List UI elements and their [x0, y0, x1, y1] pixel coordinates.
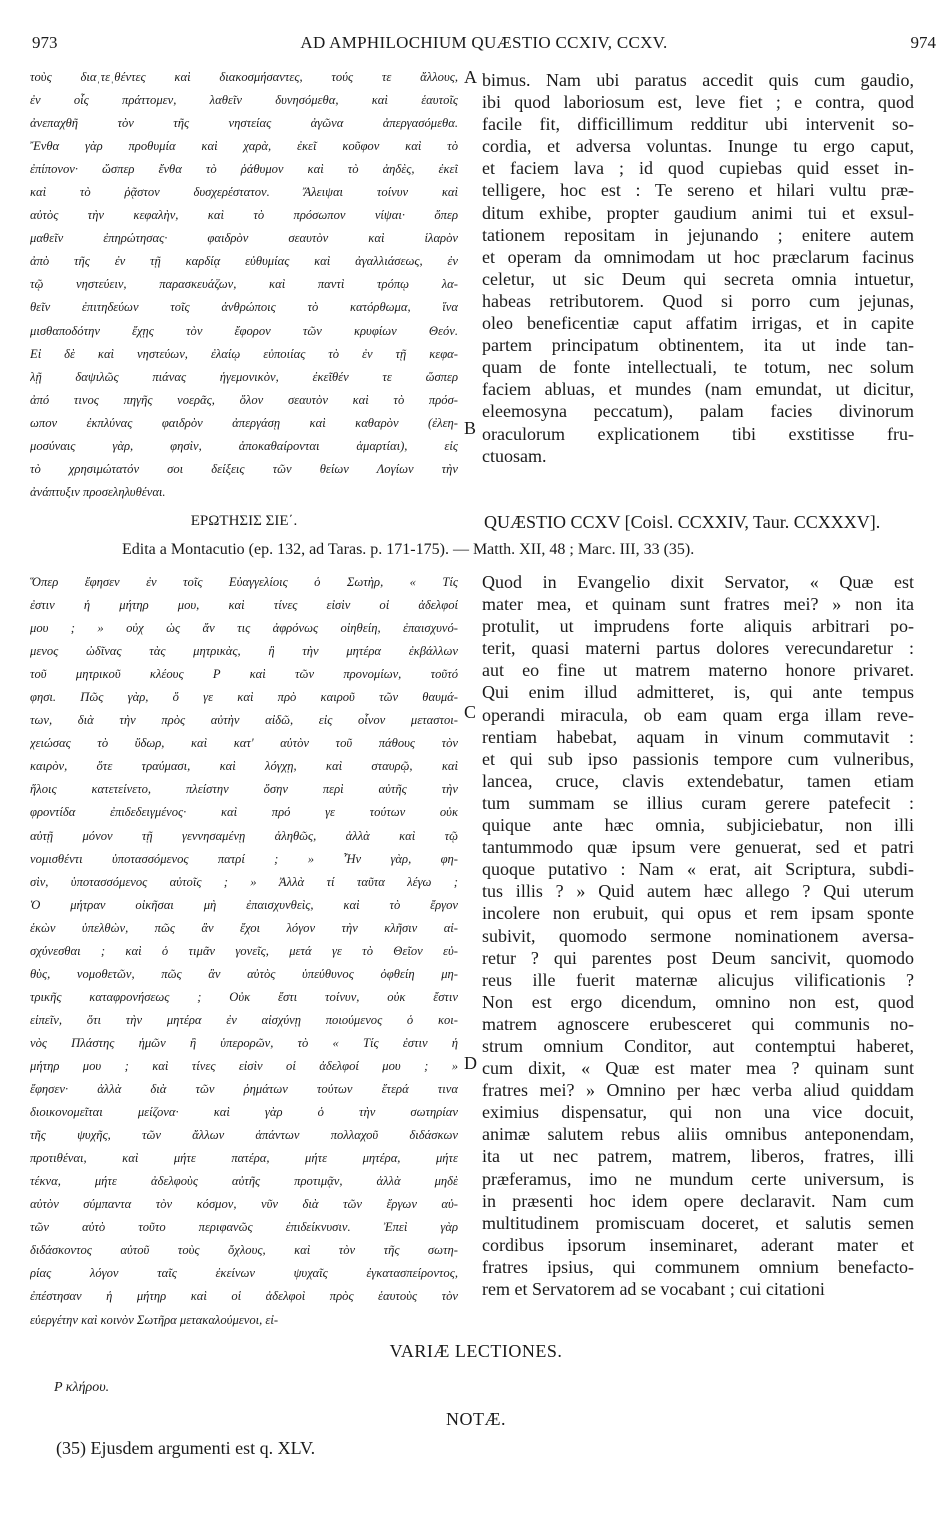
text-line: tum summam se illius curam gerere patefecit :: [482, 792, 914, 813]
text-line: τῆς ψυχῆς, τῶν ἄλλων ἁπάντων πολλαχοῦ διδάσκων: [30, 1128, 458, 1143]
text-line: faciem abluas, et mundes (nam emundat, ut dicitur,: [482, 379, 914, 400]
text-line: νὸς Πλάστης ἡμῶν ἢ ὑπερορῶν, τὸ « Τίς ἐστιν ἡ: [30, 1035, 458, 1050]
text-line: fratres mei? » Omnino per hæc verba aliud quiddam: [482, 1080, 914, 1101]
text-line: χειώσας τὸ ὕδωρ, καὶ κατ' αὐτὸν τοῦ πάθους τὸν: [30, 736, 458, 751]
variae-lectiones-heading: VARIÆ LECTIONES.: [389, 1341, 563, 1361]
text-line: quique ante hæc omnia, subjiciebatur, non illi: [482, 815, 914, 836]
text-line: ita ut nec patrem, matrem, liberos, fratres, illi: [482, 1146, 914, 1167]
latin-column-top: [482, 69, 914, 467]
text-line: προτιθέναι, καὶ μήτε πατέρα, μήτε μητέρα, μήτε: [30, 1151, 458, 1166]
text-line: tantummodo quæ ipsum vere genuerat, sed et patri: [482, 837, 914, 858]
text-line: matrem agnoscere erubesceret qui communis no-: [482, 1013, 914, 1034]
text-line: Ὅπερ ἔφησεν ἐν τοῖς Εὐαγγελίοις ὁ Σωτὴρ, « Τίς: [30, 575, 458, 589]
text-line: aut eo fine ut matrem materno honore privaret.: [482, 660, 914, 681]
latin-question-title: QUÆSTIO CCXV [Coisl. CCXXIV, Taur. CCXXXV].: [484, 512, 881, 532]
text-line: των, διὰ τὴν πρὸς αὐτὴν αἰδῶ, εἰς οἶνον μεταστοι-: [30, 713, 458, 728]
note-line: (35) Ejusdem argumenti est q. XLV.: [56, 1438, 316, 1458]
text-line: retur ? qui parentes post Deum sancivit, quomodo: [482, 947, 914, 968]
text-line: eleemosyna peccatum), palam facies divinorum: [482, 401, 914, 422]
text-line: ἥλοις κατετείνετο, πλείστην ὅσην περὶ αὐτῆς τὴν: [30, 782, 458, 797]
notae-heading: NOTÆ.: [446, 1409, 506, 1429]
text-line: ἐπέστησαν ἡ μήτηρ καὶ οἱ ἀδελφοὶ πρὸς ἑαυτοὺς τὸν: [30, 1289, 458, 1304]
edition-note: Edita a Montacutio (ep. 132, ad Taras. p. 171-175). — Matth. XII, 48 ; Marc. III, 33 (35).: [122, 541, 695, 558]
text-line: μαθεῖν ἐπηρώτησας· φαιδρὸν σεαυτὸν καὶ ἱλαρὸν: [30, 231, 458, 246]
text-line: eximius dispensatur, qui non una vice docuit,: [482, 1102, 914, 1123]
text-line: ἐπίπονον· ὥσπερ ἔνθα τὸ ῥάθυμον καὶ τὸ ἀηδὲς, ἐκεῖ: [30, 162, 458, 177]
text-line: καὶ τὸ ῥᾷστον δυσχερέστατον. Ἄλειψαι τοίνυν καὶ: [30, 185, 458, 200]
text-line: ωπον ἐκπλύνας φαιδρὸν ἀπεργάσῃ καὶ καθαρὸν (ἐλεη-: [30, 415, 458, 430]
text-line: cum dixit, « Quæ est mater mea ? quinam sunt: [482, 1058, 914, 1079]
text-line: et operam da omnimodam ut hoc præclarum facinus: [482, 246, 914, 267]
text-line: φροντίδα ἐπιδεδειγμένος· καὶ πρό γε τούτων οὐκ: [30, 805, 458, 820]
text-line: σὶν, ὑποτασσόμενος αὐτοῖς ; » Ἀλλὰ τί ταῦτα λέγω ;: [30, 874, 458, 889]
text-line: νομισθέντι ὑποτασσόμενος πατρί ; » Ἦν γὰρ, φη-: [30, 851, 458, 866]
text-line: μοσύναις γὰρ, φησὶν, ἀποκαθαίρονται ἁμαρτίαι), εἰς: [30, 438, 458, 453]
text-line: Qui enim illud admitteret, is, qui ante tempus: [482, 682, 914, 703]
page-number-right: 974: [910, 33, 936, 52]
running-title: AD AMPHILOCHIUM QUÆSTIO CCXIV, CCXV.: [300, 33, 668, 52]
text-line: præferamus, imo ne mundum certe universum, is: [482, 1168, 914, 1189]
text-line: Ὁ μήτραν οἰκῆσαι μὴ ἐπαισχυνθεὶς, καὶ τὸ ἔργον: [30, 897, 458, 912]
text-line: ρίας λόγον ταῖς ἐκείνων ψυχαῖς ἐγκατασπείροντος,: [30, 1266, 458, 1281]
text-line: celetur, ut sic Deum qui secreta omnia intuetur,: [482, 268, 914, 289]
text-line: ibi quod laboriosum est, leve fiet ; e contra, quod: [482, 92, 914, 113]
text-line: μήτηρ μου ; καὶ τίνες εἰσὶν οἱ ἀδελφοί μου ; »: [30, 1058, 458, 1073]
text-line: incolere non erubuit, qui opus et rem ipsam sponte: [482, 903, 914, 924]
text-line: subivit, quomodo sermone nominationem aversa-: [482, 925, 914, 946]
text-line: rem et Servatorem ad se vocabant ; cui citationi: [482, 1279, 825, 1299]
text-line: habeas retributorem. Quod si porro cum jejunas,: [482, 290, 914, 311]
text-line: rentiam habebat, aquam in vinum commutavit :: [482, 726, 914, 747]
text-line: τρικῆς καταφρονήσεως ; Οὐκ ἔστι τοίνυν, οὐκ ἔστιν: [30, 989, 458, 1004]
text-line: ἐν οἷς πράττομεν, λαθεῖν δυνησόμεθα, καὶ ἑαυτοῖς: [30, 93, 458, 108]
column-marker-b: B: [464, 418, 477, 438]
text-line: τοὺς διαˌτεˌθέντες καὶ διακοσμήσαντες, τούς τε ἄλλους,: [30, 70, 458, 84]
text-line: τοῦ μητρικοῦ κλέους P καὶ τῶν προνομίων, τοῦτό: [30, 667, 458, 682]
greek-question-title: ΕΡΩΤΗΣΙΣ ΣΙΕ΄.: [190, 513, 298, 529]
text-line: τέκνα, μήτε ἀδελφοὺς αὐτῆς προτιμᾷν, ἀλλὰ μηδὲ: [30, 1174, 458, 1189]
text-line: Εἰ δὲ καὶ νηστεύων, ἐλαίῳ εὐποιίας τὸ ἐν τῇ κεφα-: [30, 346, 458, 361]
text-line: animæ salutem rebus aliis omnibus anteponendam,: [482, 1124, 914, 1145]
text-line: σχύνεσθαι ; καὶ ὁ τιμᾶν γονεῖς, μετά γε τὸ Θεῖον εὐ-: [30, 943, 458, 958]
text-line: ἀπὸ τῆς ἐν τῇ καρδίᾳ εὐθυμίας καὶ ἀγαλλιάσεως, ἐν: [30, 254, 458, 269]
text-line: cordibus ipsorum inseminaret, aderant mater et: [482, 1234, 914, 1255]
text-line: fratres ipsius, qui communem omnium benefacto-: [482, 1256, 914, 1277]
text-line: μισθαποδότην ἔχῃς τὸν ἔφορον τῶν κρυφίων Θεόν.: [30, 323, 458, 338]
text-line: τῷ νηστεύειν, παρασκευάζων, καὶ παντὶ τρόπῳ λα-: [30, 277, 458, 292]
text-line: quoque putativo : Nam « erat, ait Scriptura, subdi-: [482, 859, 914, 880]
text-line: φησι. Πῶς γὰρ, ὅ γε καὶ πρὸ καιροῦ τῶν θαυμά-: [30, 690, 458, 705]
text-line: τὸ χρησιμώτατόν σοι δείξεις τῶν θείων Λογίων τὴν: [30, 461, 458, 476]
text-line: ἐστιν ἡ μήτηρ μου, καὶ τίνες εἰσὶν οἱ ἀδελφοί: [30, 598, 458, 613]
text-line: λῇ δαψιλῶς πιάνας ἡγεμονικὸν, ἐκεῖθέν τε ὥσπερ: [30, 369, 458, 384]
text-line: μου ; » οὐχ ὡς ἄν τις ἀφρόνως οἰηθείη, ἐπαισχυνό-: [30, 621, 458, 636]
text-line: ctuosam.: [482, 445, 547, 466]
text-line: multitudinem promiscuam doceret, et salutis semen: [482, 1212, 914, 1233]
text-line: in præsenti hoc idem opere declaravit. Nam cum: [482, 1190, 914, 1211]
text-line: Ἔνθα γὰρ προθυμία καὶ χαρὰ, ἐκεῖ κοῦφον καὶ τὸ: [30, 139, 458, 154]
text-line: ditum exhibe, propter gaudium animi tui et exsul-: [482, 202, 914, 223]
running-header: [32, 33, 936, 57]
text-line: θεῖν ἐπιτηδεύων τοῖς ἀνθρώποις τὸ κατόρθωμα, ἵνα: [30, 300, 458, 315]
text-line: partem principatum obtinentem, ita ut inde tan-: [482, 335, 914, 356]
text-line: αὐτὸν σύμπαντα τὸν κόσμον, νῦν διὰ τῶν ἔργων αὐ-: [30, 1197, 458, 1212]
text-line: cordia, et adversa voluntas. Inunge tu ergo caput,: [482, 136, 914, 157]
text-line: et qui sub ipso passionis tempore cum vulneribus,: [482, 748, 914, 769]
latin-column-bottom: [482, 571, 914, 1300]
text-line: ἀπό τινος πηγῆς νοερᾶς, ὅλον σεαυτὸν καὶ τὸ πρόσ-: [30, 392, 458, 407]
page-number-left: 973: [32, 33, 58, 52]
text-line: mater mea, et quinam sunt fratres mei? » non ita: [482, 594, 914, 615]
text-line: ἀνάπτυξιν προσεληλυθέναι.: [30, 484, 166, 499]
text-line: εὐεργέτην καὶ κοινὸν Σωτῆρα μετακαλούμενοι, εἰ-: [30, 1312, 279, 1327]
text-line: quam de fonte intellectuali, te totum, nec solum: [482, 357, 914, 378]
text-line: telligere, hoc est : Te sereno et hilari vultu præ-: [482, 180, 914, 201]
text-line: tationem repositam in jejunando ; enitere autem: [482, 224, 914, 245]
text-line: oleo beneficentiæ caput affatim irrigas, et in capite: [482, 313, 914, 334]
column-marker-d: D: [464, 1053, 477, 1073]
text-line: Quod in Evangelio dixit Servator, « Quæ est: [482, 572, 914, 592]
text-line: tus illis ? » Quid autem hæc allego ? Qui uterum: [482, 881, 914, 902]
text-line: ἑκὼν ὑπελθὼν, πῶς ἂν ἔχοι λόγον τὴν κλῆσιν αἰ-: [30, 920, 458, 935]
text-line: reus ille fuerit maternæ alicujus vilificationis ?: [482, 969, 914, 990]
text-line: τῶν αὐτὸ τοῦτο περιφανῶς ἐπιδείκνυσιν. Ἐπεὶ γὰρ: [30, 1220, 458, 1235]
text-line: bimus. Nam ubi paratus accedit quis cum gaudio,: [482, 70, 914, 90]
text-line: et faciem lava ; id quod cupiebas quid esset in-: [482, 158, 914, 179]
text-line: καιρὸν, ὅτε τραύμασι, καὶ λόγχῃ, καὶ σταυρῷ, καὶ: [30, 759, 458, 774]
text-line: εἰπεῖν, ὅτι τὴν μητέρα ἐν αἰσχύνῃ ποιούμενος ὁ κοι-: [30, 1012, 458, 1027]
text-line: αὐτῇ μόνον τῇ γεννησαμένῃ ἀληθῶς, ἀλλὰ καὶ τῷ: [30, 828, 458, 843]
text-line: protulit, ut imprudens forte aliquis arbitrari po-: [482, 616, 914, 637]
text-line: facile fit, difficillimum redditur ubi intervenit so-: [482, 114, 914, 135]
text-line: μενος ὠδῖνας τὰς μητρικὰς, ἢ τὴν μητέρα ἐκβάλλων: [30, 644, 458, 659]
text-line: διοικονομεῖται μείζονα· καὶ γὰρ ὁ τὴν σωτηρίαν: [30, 1105, 458, 1120]
text-line: terit, quasi materni partus dolores verecundaretur :: [482, 638, 914, 659]
text-line: αὐτὸς τὴν κεφαλὴν, καὶ τὸ πρόσωπον νίψαι· ὅπερ: [30, 208, 458, 223]
variae-lectiones-line: P κλήρου.: [54, 1380, 110, 1395]
greek-column-top: [30, 66, 458, 504]
text-line: strum omnium Conditor, aut contemptui haberet,: [482, 1035, 914, 1056]
text-line: operandi miracula, ob eam quam erga illam reve-: [482, 704, 914, 725]
greek-column-bottom: [30, 571, 458, 1332]
text-line: lancea, cruce, clavis extendebatur, tamen etiam: [482, 770, 914, 791]
column-marker-a: A: [464, 67, 477, 87]
text-line: Non est ergo dicendum, omnino non est, quod: [482, 991, 914, 1012]
text-line: ἀνεπαχθῆ τὸν τῆς νηστείας ἀγῶνα ἀπεργασόμεθα.: [30, 116, 458, 131]
text-line: διδάσκοντος αὐτοῦ τοὺς ὄχλους, καὶ τὸν τῆς σωτη-: [30, 1243, 458, 1258]
text-line: θὺς, νομοθετῶν, πῶς ἂν αὐτὸς ὑπεύθυνος ὀφθείη μη-: [30, 966, 458, 981]
text-line: ἔφησεν· ἀλλὰ διὰ τῶν ῥημάτων τούτων ἕτερά τινα: [30, 1082, 458, 1097]
column-marker-c: C: [464, 702, 477, 722]
text-line: oraculorum explicationem tibi exstitisse fru-: [482, 423, 914, 444]
